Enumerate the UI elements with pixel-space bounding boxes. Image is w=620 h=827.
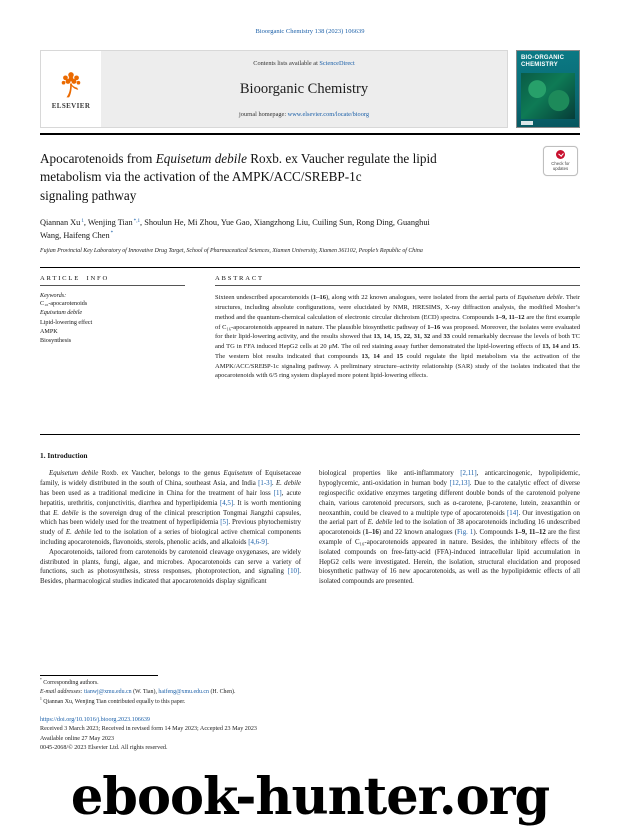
author-separator: , — [217, 218, 221, 228]
article-info-heading: ARTICLE INFO — [40, 275, 185, 286]
copyright-line: 0045-2068/© 2023 Elsevier Ltd. All rights reserved. — [40, 745, 168, 752]
text-segment: , acute hepatitis, urethritis, conjunctivitis, diarrhea and hyperlipidemia — [40, 489, 301, 507]
affiliation: Fujian Provincial Key Laboratory of Innovative Drug Target, School of Pharmaceutical Sciences, Xiamen University, Xiamen 361102, People’s Republic of China — [40, 248, 423, 255]
text-segment: Roxb. ex Vaucher regulate the lipid — [246, 151, 437, 166]
text-segment: metabolism via the activation of the AMPK/ACC/SREBP-1c — [40, 169, 362, 185]
author — [312, 218, 356, 227]
journal-title: Bioorganic Chemistry — [239, 80, 369, 97]
keyword-item: Biosynthesis — [40, 337, 72, 344]
text-segment: led to the isolation of 38 apocarotenoids including 16 undescribed apocarotenoids ( — [319, 519, 580, 537]
cover-image — [521, 73, 575, 119]
inline-link[interactable]: [14] — [506, 509, 519, 517]
text-segment: 13, 14, 15, 22, 31, 32 — [373, 333, 431, 341]
corresponding-authors-note — [40, 679, 580, 688]
text-segment: . The western blot results indicated that compounds — [215, 343, 581, 360]
text-segment: could remarkably decrease the levels of both TC and TG in FFA induced HepG2 cells at 20 μM. The oil red staining assay further demonstrated the lipid-lowering effects of — [215, 333, 581, 351]
text-segment: Equisetum debile — [517, 294, 563, 302]
text-segment: . Our investigation on the aerial part of — [319, 509, 580, 527]
email-addresses-note — [40, 688, 580, 697]
text-segment: are the first example of C₁₆-apocarotenoids appeared in nature. The plausible biosynthetic pathway of — [215, 313, 580, 331]
masthead-rule — [40, 133, 580, 135]
keyword-item: C₁₆-apocarotenoids — [40, 301, 88, 308]
text-segment: E-mail addresses: — [40, 689, 84, 696]
author — [221, 218, 254, 227]
author-name: Qiannan Xu — [40, 218, 81, 228]
text-segment: E. debile — [53, 509, 79, 517]
text-segment: Qiannan Xu, Wenjing Tian contributed equally to this paper. — [41, 698, 186, 705]
author-name: Mi Zhou — [187, 218, 218, 228]
contents-availability-line — [253, 60, 354, 67]
journal-cover-thumbnail[interactable] — [516, 50, 580, 128]
elsevier-wordmark: ELSEVIER — [51, 102, 91, 110]
author-separator: , — [249, 218, 254, 228]
article-title — [40, 150, 525, 205]
text-segment: and — [379, 352, 397, 360]
elsevier-tree-icon — [58, 68, 84, 100]
text-segment: and — [558, 343, 572, 351]
author-list — [40, 217, 442, 242]
text-segment: . Besides, pharmacological studies indicated that apocarotenoids display significant — [40, 568, 301, 586]
author-separator: , — [183, 218, 188, 228]
inline-link[interactable]: [5] — [220, 519, 229, 527]
cover-publisher-mark — [521, 121, 533, 125]
author — [188, 218, 221, 227]
author-name: Yue Gao — [220, 218, 250, 228]
keyword-item: Equisetum debile — [40, 310, 83, 317]
check-for-updates-badge[interactable] — [543, 146, 578, 176]
text-segment: 1 — [40, 696, 42, 701]
inline-link[interactable]: [4,6-9] — [248, 538, 268, 546]
inline-link[interactable]: www.elsevier.com/locate/bioorg — [287, 111, 369, 118]
inline-link[interactable]: [1] — [273, 489, 282, 497]
text-segment: Sixteen undescribed apocarotenoids ( — [215, 294, 313, 302]
inline-link[interactable]: ScienceDirect — [319, 60, 355, 67]
text-segment: * — [40, 678, 42, 683]
author — [40, 218, 88, 227]
text-segment: 1–16 — [312, 294, 326, 302]
text-segment: Roxb. ex Vaucher, belongs to the genus — [98, 470, 224, 478]
article-info-column — [40, 275, 185, 420]
text-segment: 13, 14 — [542, 343, 559, 351]
inline-link[interactable]: haifeng@xmu.edu.cn — [158, 689, 209, 696]
abstract-column — [215, 275, 580, 420]
inline-link[interactable]: [2,11] — [460, 470, 477, 478]
text-segment: of Equisetaceae family, is widely distributed in the south of China, southeast Asia, and India — [40, 470, 302, 488]
received-dates: Received 3 March 2023; Received in revised form 14 May 2023; Accepted 23 May 2023 — [40, 726, 257, 733]
inline-link[interactable]: [10] — [287, 568, 300, 576]
paragraph — [319, 469, 580, 587]
text-segment: . Their structures, including absolute configurations, were elucidated by NMR, HRESIMS, X-ray diffraction analysis, the modified Mosher’s method and the quantum-chemical calculation of electronic circular dichroism (ECD) spectra. Compounds — [215, 294, 581, 321]
inline-link[interactable]: [4,5] — [219, 499, 234, 507]
text-segment: Apocarotenoids, tailored from carotenoids by carotenoid cleavage oxygenases, are widely distributed in plants, fungi, algae, and microbes. Apocarotenoids can serve a variety of functions, such as photosynthesis, stress responses, photoprotection, and signaling — [40, 548, 301, 576]
author-name: Xiangzhong Liu — [253, 218, 309, 228]
author-separator: , — [308, 218, 313, 228]
cover-title-line2: CHEMISTRY — [521, 61, 558, 68]
keyword-item: Lipid-lowering effect — [40, 319, 93, 326]
author-name: Haifeng Chen — [63, 230, 110, 240]
author-separator: , — [392, 218, 398, 228]
section-heading-introduction: 1. Introduction — [40, 451, 88, 461]
text-segment: journal homepage: — [239, 111, 288, 118]
text-segment: 1–16 — [365, 529, 379, 537]
text-segment: Corresponding authors. — [41, 680, 99, 687]
author-affiliation-marker[interactable]: 1 — [81, 217, 84, 224]
inline-link[interactable]: tianwj@xmu.edu.cn — [83, 689, 132, 696]
masthead-center — [101, 51, 507, 127]
journal-homepage-line — [239, 111, 369, 118]
text-segment: . — [267, 538, 269, 546]
inline-link[interactable]: [12,13] — [449, 480, 470, 488]
text-segment: signaling pathway — [40, 187, 137, 203]
paragraph — [40, 469, 301, 547]
text-segment: ) and 22 known analogues ( — [378, 529, 457, 537]
text-segment: 33 — [443, 333, 450, 341]
text-segment: 15 — [571, 343, 579, 351]
author-separator: , — [352, 218, 357, 228]
text-segment: (H. Chen). — [208, 689, 236, 696]
text-segment: Equisetum debile — [49, 470, 99, 478]
cover-title-line1: BIO-ORGANIC — [521, 55, 565, 61]
inline-link[interactable]: Fig. 1 — [456, 529, 474, 537]
doi-link[interactable]: https://doi.org/10.1016/j.bioorg.2023.106639 — [40, 716, 150, 723]
text-segment: Equisetum debile — [155, 151, 247, 166]
journal-ref-link[interactable]: Bioorganic Chemistry 138 (2023) 106639 — [255, 28, 365, 35]
masthead-box — [40, 50, 508, 128]
author — [63, 231, 113, 240]
crossmark-icon — [556, 150, 565, 159]
text-segment: . — [271, 480, 276, 488]
text-segment: and — [430, 333, 444, 341]
introduction-body — [40, 469, 580, 665]
text-segment: biological properties like anti-inflammatory — [319, 470, 461, 478]
text-segment: ), along with 22 known analogues, were isolated from the aerial parts of — [325, 294, 518, 302]
text-segment: 15 — [396, 352, 404, 360]
cover-title — [521, 55, 575, 68]
footnote-rule — [40, 675, 158, 676]
author-name: Wenjing Tian — [87, 218, 133, 228]
keyword-item: AMPK — [40, 328, 58, 335]
text-segment: 1–9, 11–12 — [495, 313, 525, 321]
available-online-date: Available online 27 May 2023 — [40, 735, 115, 742]
author-affiliation-marker[interactable]: *,1 — [133, 217, 141, 224]
title-section — [40, 150, 580, 254]
text-segment: . Previous phytochemistry study of — [40, 519, 302, 537]
text-segment: could regulate the lipid metabolism via the activation of the AMPK/ACC/SREBP-1c signaling pathway. A preliminary structure–activity relationship (SAR) study of the isolates indicated that the apocarotenoids with 6/5 ring system displayed more potent lipid-lowering effects. — [215, 352, 580, 380]
text-segment: . It is worth mentioning that — [40, 499, 301, 517]
text-segment: , anticarcinogenic, hypolipidemic, hypoglycemic, anti-oxidation in human body — [319, 470, 580, 488]
text-segment: 1–9, 11–12 — [514, 529, 546, 537]
text-segment: ). Compounds — [473, 529, 515, 537]
paragraph — [40, 548, 301, 587]
author — [88, 218, 144, 227]
author — [254, 218, 312, 227]
author-affiliation-marker[interactable]: * — [110, 230, 114, 237]
text-segment: are the first example of C₁₆-apocarotenoids appeared in nature. Besides, the inhibitory effects of the isolated compounds on free-fatty-acid (FFA)-induced intracellular lipid accumulation in HepG2 cells were investigated. Herein, the isolation, structural elucidation and proposed biosynthetic pathway of 16 new apocarotenoids, as well as the hypolipidemic effects of all isolated compounds are presented. — [319, 529, 580, 586]
text-segment: Apocarotenoids from — [40, 151, 156, 166]
author-name: Cuiling Sun — [312, 218, 353, 228]
text-segment: led to the isolation of a series of biological active chemical components including apocarotenoids, flavonoids, sterols, phenolic acids, and alkaloids — [40, 529, 301, 546]
author-separator: , — [83, 218, 88, 228]
imprint-block — [40, 716, 580, 754]
inline-link[interactable]: [1-3] — [258, 480, 272, 488]
text-segment: (W. Tian), — [131, 689, 159, 696]
article-info-abstract-section — [40, 267, 580, 435]
text-segment: is the sovereign drug of the clinical prescription Tongmai Jiangzhi capsules, which has been widely used for the treatment of hyperlipidemia — [40, 509, 301, 527]
text-segment: was proposed. Moreover, the isolates were evaluated for their lipid-lowering activity, and the results showed that — [215, 323, 580, 341]
text-segment: Contents lists available at — [253, 60, 320, 67]
author-separator: , — [59, 230, 64, 240]
author — [356, 218, 397, 227]
author — [144, 218, 188, 227]
abstract-text — [215, 293, 580, 381]
text-segment: 1–16 — [427, 323, 441, 331]
text-segment: 13, 14 — [361, 352, 380, 360]
elsevier-logo[interactable] — [41, 51, 101, 127]
text-segment: E. debile — [367, 519, 393, 527]
author-separator: , — [140, 218, 145, 228]
text-segment: E. debile — [275, 480, 301, 488]
text-segment: . Due to the catalytic effect of diverse regiospecific oxidative enzymes targeting different double bonds of the carotenoid polyene chain, various carotenoid precursors, such as α-carotene, β-carotene, lutein, zeaxanthin or neoxanthin, could be cleaved to a multiple type of apocarotenoids — [319, 480, 580, 517]
author-name: Shoulun He — [144, 218, 184, 228]
check-for-updates-label: Check for updates — [551, 160, 570, 171]
journal-masthead — [40, 50, 580, 128]
watermark: ebook-hunter.org — [70, 767, 550, 827]
abstract-heading: ABSTRACT — [215, 275, 580, 286]
equal-contribution-note — [40, 698, 580, 707]
keywords-label: Keywords: — [40, 293, 67, 300]
text-segment: E. debile — [65, 529, 92, 537]
author-name: Rong Ding — [356, 218, 393, 228]
author-name: Guanghui Wang — [40, 218, 430, 240]
text-segment: has been used as a traditional medicine in China for the treatment of hair loss — [40, 489, 274, 497]
body-left-column — [40, 469, 301, 665]
body-right-column — [319, 469, 580, 665]
text-segment: Equisetum — [223, 470, 253, 478]
